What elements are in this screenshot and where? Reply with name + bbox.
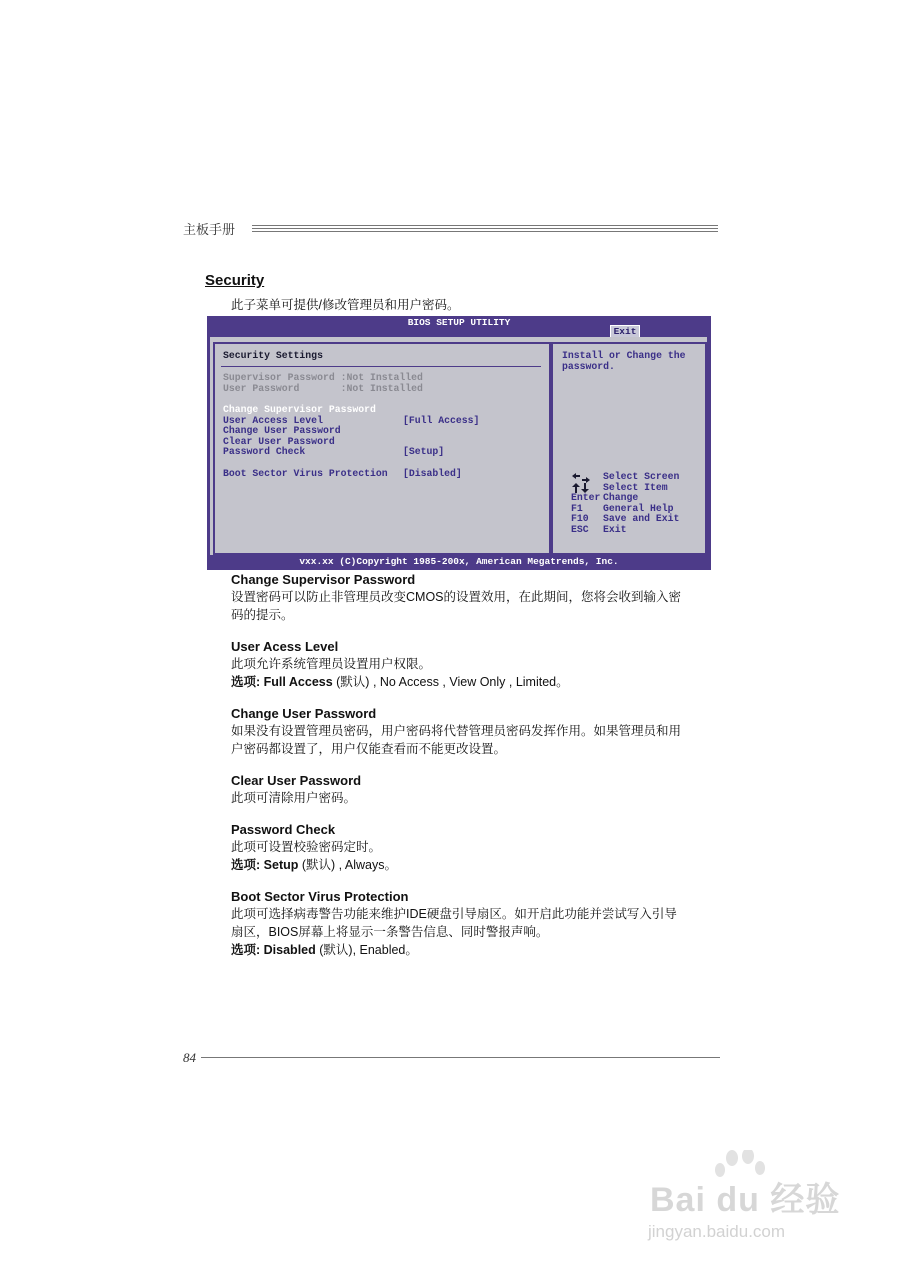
section-title: Security bbox=[205, 272, 265, 289]
manual-title: 主板手册 bbox=[183, 222, 236, 237]
entry-text: 扇区，BIOS屏幕上将显示一条警告信息、同时警报声响。 bbox=[231, 925, 549, 939]
entry-title-user-access-level: User Acess Level bbox=[231, 639, 339, 654]
option-rest: (默认), Enabled。 bbox=[315, 943, 418, 957]
bios-tab-exit[interactable]: Exit bbox=[610, 325, 640, 339]
option-default: Disabled bbox=[263, 943, 316, 957]
bios-item-user-access-level[interactable]: User Access Level bbox=[223, 414, 323, 426]
entry-title-change-supervisor-password: Change Supervisor Password bbox=[231, 572, 416, 587]
footer-rule bbox=[201, 1057, 720, 1058]
options-label: 选项: bbox=[231, 675, 261, 689]
entry-text: 设置密码可以防止非管理员改变CMOS的设置效用，在此期间，您将会收到输入密 bbox=[231, 590, 682, 604]
bios-item-boot-sector-virus-protection[interactable]: Boot Sector Virus Protection bbox=[223, 468, 388, 479]
bios-status-supervisor: Supervisor Password :Not Installed bbox=[223, 372, 423, 383]
option-default: Setup bbox=[263, 858, 299, 872]
left-right-arrows-icon bbox=[571, 473, 591, 483]
bios-key-select-screen: Select Screen bbox=[603, 471, 680, 482]
bios-key-f1: F1 bbox=[571, 502, 583, 514]
entry-text: 此项可清除用户密码。 bbox=[231, 791, 357, 805]
entry-title-change-user-password: Change User Password bbox=[231, 706, 377, 721]
bios-status-user: User Password :Not Installed bbox=[223, 382, 423, 394]
entry-options bbox=[231, 941, 418, 959]
bios-item-change-supervisor-password[interactable]: Change Supervisor Password bbox=[223, 404, 376, 415]
option-default: Full Access bbox=[263, 675, 333, 689]
bios-item-clear-user-password[interactable]: Clear User Password bbox=[223, 435, 335, 447]
bios-key-esc: ESC bbox=[571, 524, 589, 535]
bios-help-line-2: password. bbox=[562, 360, 615, 372]
bios-key-enter: Enter bbox=[571, 492, 601, 504]
bios-key-f1-desc: General Help bbox=[603, 502, 674, 514]
entry-title-password-check: Password Check bbox=[231, 822, 336, 837]
bios-copyright: vxx.xx (C)Copyright 1985-200x, American Megatrends, Inc. bbox=[299, 556, 619, 567]
watermark-brand: Bai du 经验 bbox=[650, 1181, 841, 1219]
section-intro: 此子菜单可提供/修改管理员和用户密码。 bbox=[231, 298, 460, 312]
bios-item-change-user-password[interactable]: Change User Password bbox=[223, 425, 341, 437]
entry-options bbox=[231, 856, 397, 874]
options-label: 选项: bbox=[231, 943, 261, 957]
entry-text: 此项可设置校验密码定时。 bbox=[231, 840, 382, 854]
entry-text: 此项可选择病毒警告功能来维护IDE硬盘引导扇区。如开启此功能并尝试写入引导 bbox=[231, 907, 677, 921]
bios-key-esc-desc: Exit bbox=[603, 524, 627, 535]
page-number: 84 bbox=[183, 1050, 196, 1065]
entry-title-boot-sector-virus-protection: Boot Sector Virus Protection bbox=[231, 889, 409, 904]
watermark-url: jingyan.baidu.com bbox=[648, 1222, 786, 1241]
bios-screen bbox=[207, 316, 711, 570]
bios-value-user-access-level[interactable]: [Full Access] bbox=[403, 414, 480, 426]
header-rule bbox=[252, 225, 718, 234]
entry-title-clear-user-password: Clear User Password bbox=[231, 773, 362, 788]
option-rest: (默认) , No Access , View Only , Limited。 bbox=[332, 675, 569, 689]
bios-panel-title: Security Settings bbox=[223, 350, 323, 361]
entry-text: 如果没有设置管理员密码，用户密码将代替管理员密码发挥作用。如果管理员和用 bbox=[231, 724, 682, 738]
bios-item-password-check[interactable]: Password Check bbox=[223, 446, 306, 458]
bios-value-password-check[interactable]: [Setup] bbox=[403, 446, 445, 458]
options-label: 选项: bbox=[231, 858, 261, 872]
entry-options bbox=[231, 673, 569, 691]
bios-key-enter-desc: Change bbox=[603, 492, 639, 504]
bios-title: BIOS SETUP UTILITY bbox=[407, 317, 511, 328]
bios-help-line-1: Install or Change the bbox=[562, 350, 686, 361]
bios-key-select-item: Select Item bbox=[603, 481, 668, 493]
bios-separator bbox=[221, 366, 541, 367]
bios-key-f10: F10 bbox=[571, 513, 589, 525]
entry-text: 此项允许系统管理员设置用户权限。 bbox=[231, 657, 432, 671]
entry-text: 码的提示。 bbox=[231, 608, 294, 622]
bios-key-f10-desc: Save and Exit bbox=[603, 513, 680, 525]
bios-value-boot-sector-virus-protection[interactable]: [Disabled] bbox=[403, 468, 462, 479]
entry-text: 户密码都设置了，用户仅能查看而不能更改设置。 bbox=[231, 742, 507, 756]
option-rest: (默认) , Always。 bbox=[298, 858, 398, 872]
